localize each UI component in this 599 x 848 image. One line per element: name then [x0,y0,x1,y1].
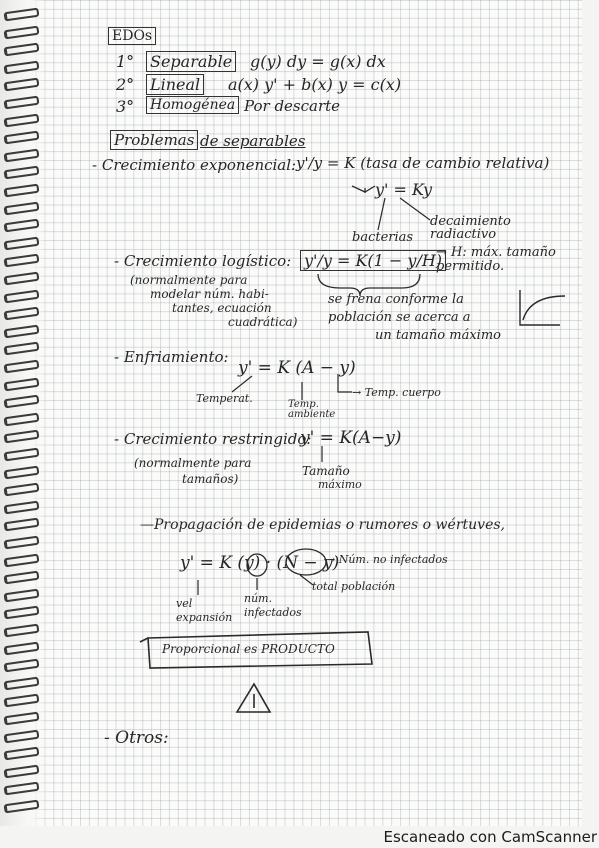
problems-heading-rest: de separables [200,132,306,150]
problems-heading: Problemas [110,130,198,150]
exp-eq: y'/y = K (tasa de cambio relativa) [296,154,550,172]
type-3-name: Homogénea [146,96,239,114]
cooling-temperat: Temperat. [196,392,253,405]
scanner-watermark: Escaneado con CamScanner [383,828,597,846]
logistic-label: - Crecimiento logístico: [114,252,292,270]
exp-arrow-eq: y' = Ky [375,180,432,199]
restricted-note-2: tamaños) [182,472,239,486]
type-2-num: 2° [116,75,135,94]
cooling-ambiente: Temp. ambiente [288,399,336,420]
restricted-max-2: máximo [318,478,362,491]
logistic-note-4: cuadrática) [228,315,298,329]
exp-decaimiento: decaimiento radiactivo [430,214,511,242]
epidemic-no-infect: → Núm. no infectados [326,553,448,566]
restricted-max-1: Tamaño [302,464,350,478]
cooling-label: - Enfriamiento: [114,348,229,366]
logistic-brace-1: se frena conforme la [328,292,464,307]
epidemic-total: total población [312,580,396,593]
type-2-name: Lineal [146,74,204,95]
type-3-eq: Por descarte [244,97,341,115]
epidemic-num-inf: núm. infectados [244,592,302,619]
type-3-num: 3° [116,97,135,116]
restricted-eq: y' = K(A−y) [300,428,402,448]
type-1-num: 1° [116,52,135,71]
type-1-eq: g(y) dy = g(x) dx [250,52,386,71]
type-2-eq: a(x) y' + b(x) y = c(x) [228,75,402,94]
logistic-note-3: tantes, ecuación [172,301,272,315]
epidemic-label: —Propagación de epidemias o rumores o wértuves, [140,517,505,533]
epidemic-vel: vel expansión [176,597,233,624]
exp-bacterias: bacterias [352,230,414,245]
logistic-note-1: (normalmente para [130,273,248,287]
others-label: - Otros: [104,728,169,748]
epidemic-eq: y' = K (y) · (N − y) [180,553,340,573]
cooling-cuerpo: → Temp. cuerpo [352,386,441,399]
logistic-note-2: modelar núm. habi- [150,287,269,301]
boxed-note: Proporcional es PRODUCTO [162,642,335,656]
type-1-name: Separable [146,51,236,72]
logistic-brace-3: un tamaño máximo [375,328,501,343]
logistic-brace-2: población se acerca a [328,310,471,325]
logistic-eq: y'/y = K(1 − y/H) [300,250,446,271]
restricted-note-1: (normalmente para [134,456,252,470]
exp-label: - Crecimiento exponencial: [92,156,297,174]
page-title: EDOs [108,27,156,45]
cooling-eq: y' = K (A − y) [238,358,356,378]
logistic-arrow-text: → H: máx. tamaño permitido. [436,245,556,274]
restricted-label: - Crecimiento restringido: [114,430,312,448]
